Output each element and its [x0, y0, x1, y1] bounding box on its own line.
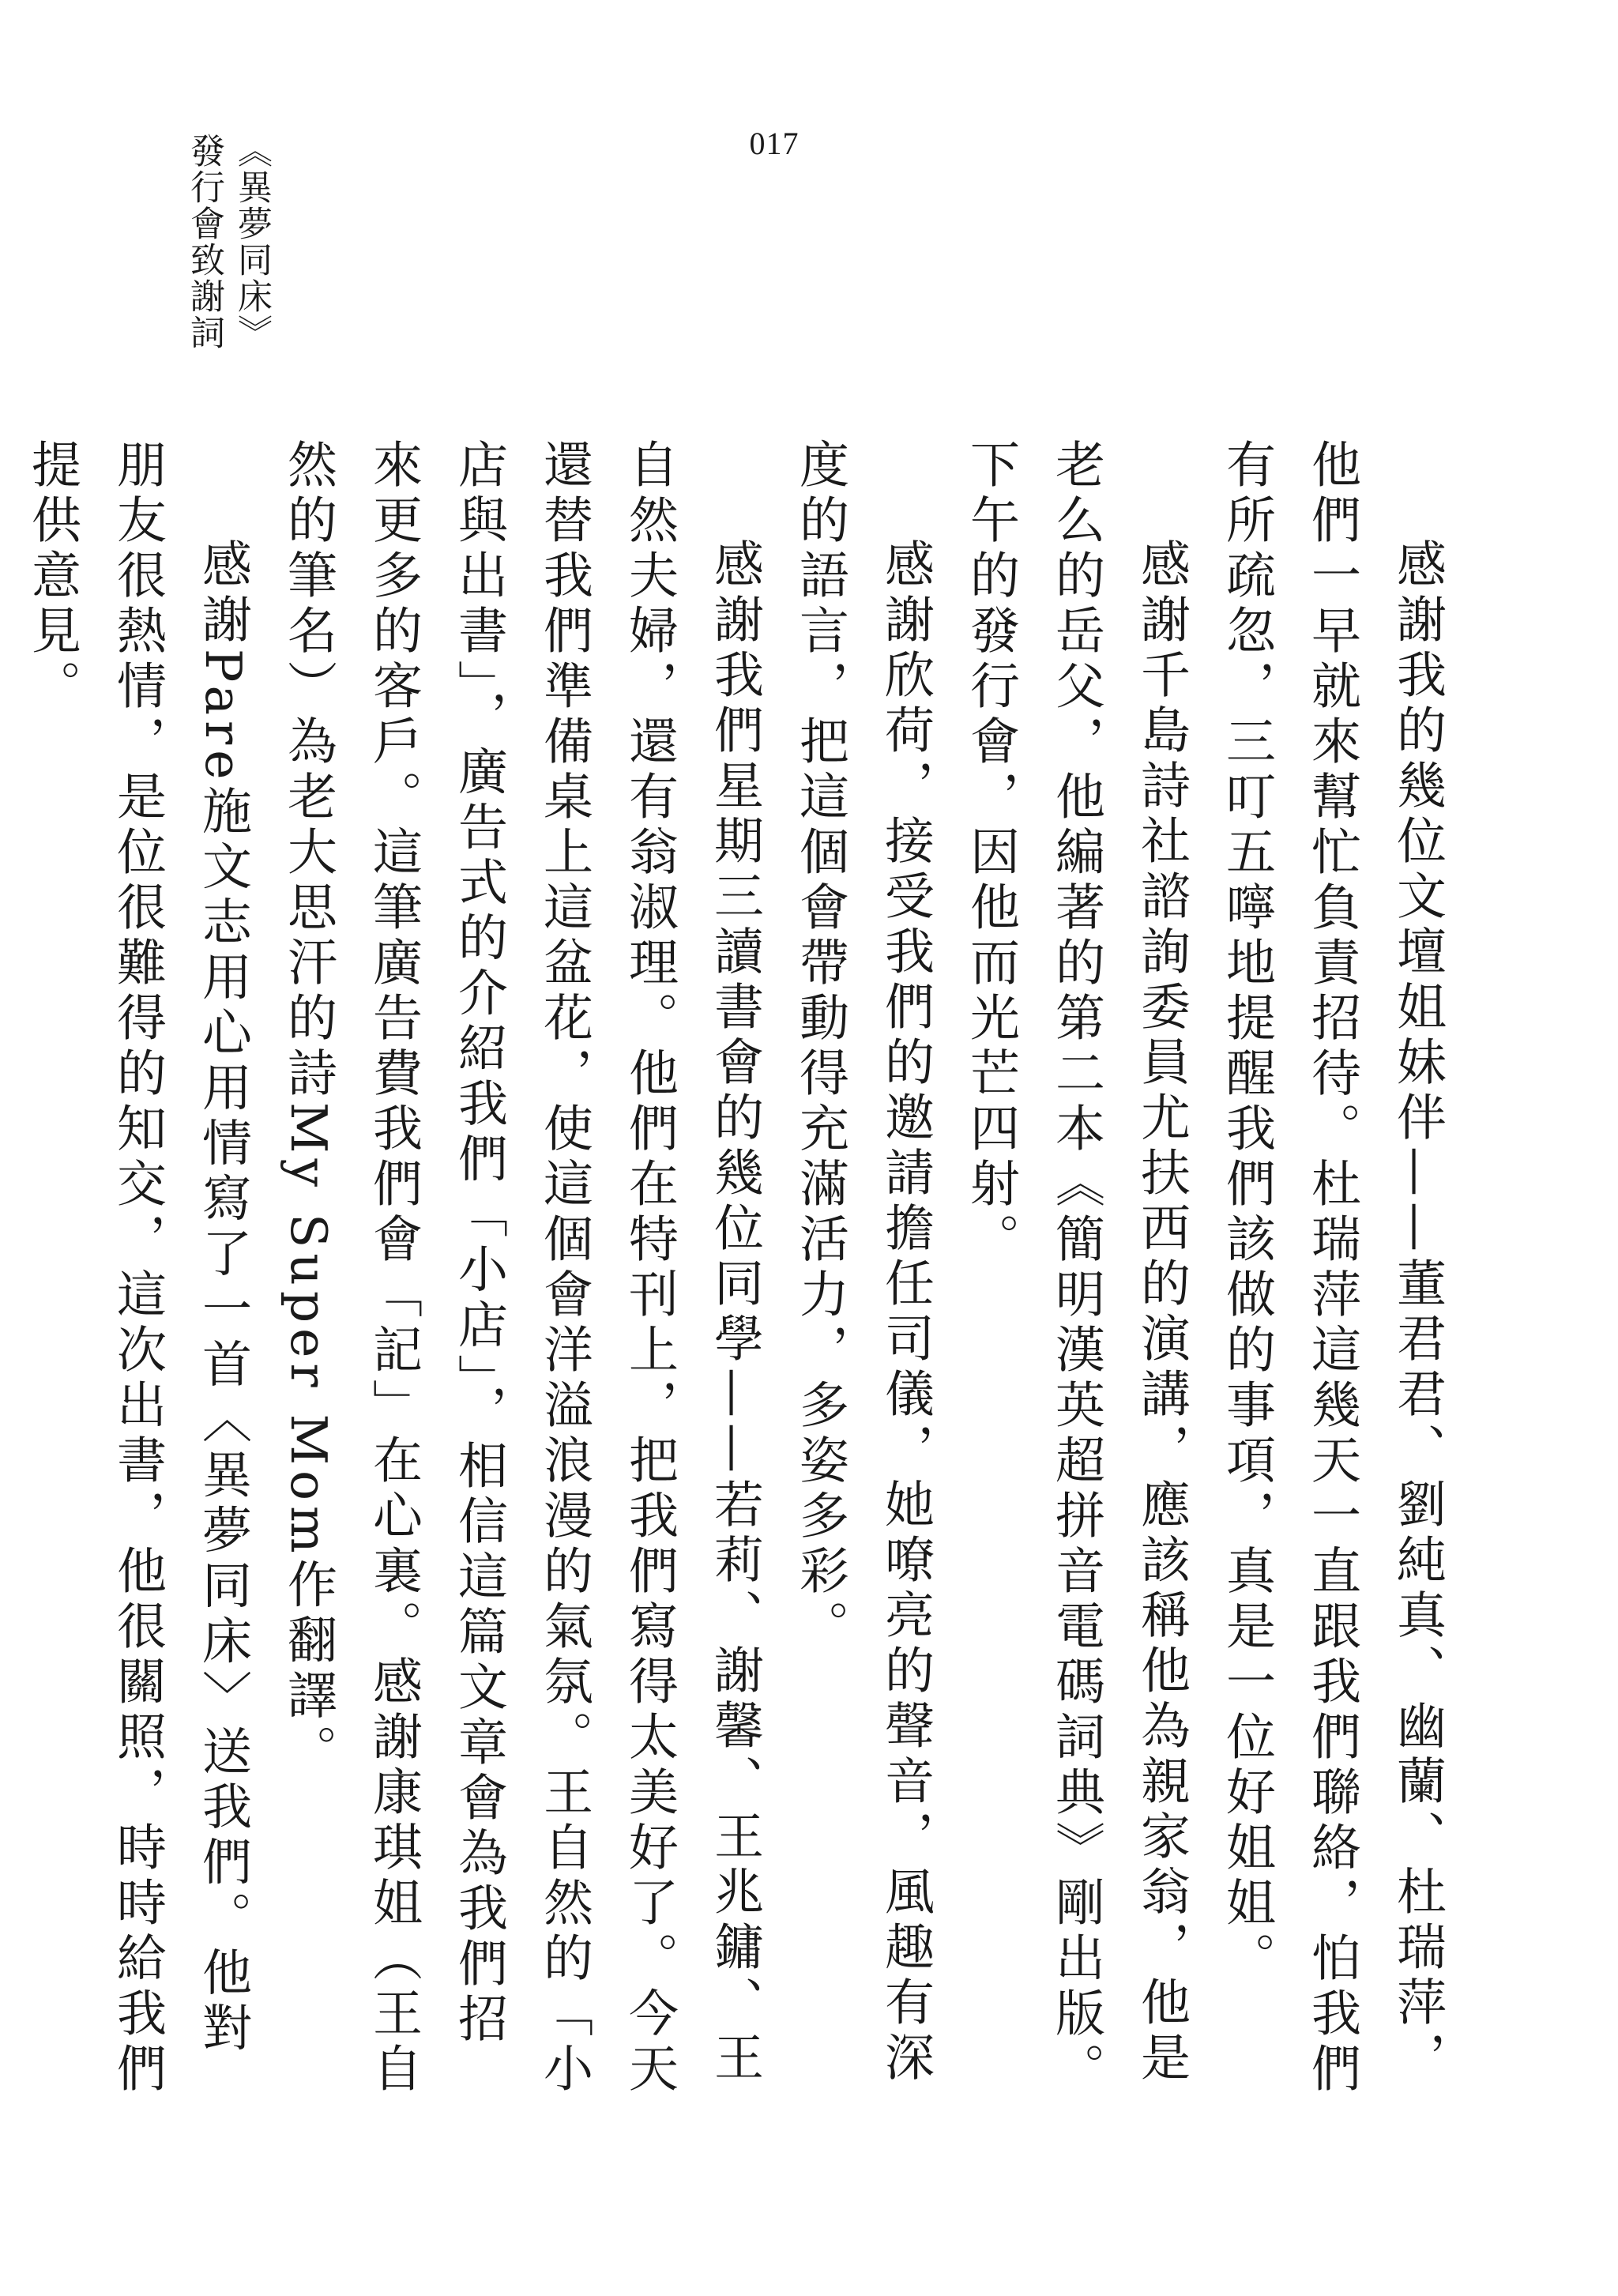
- section-title: 發行會致謝詞: [184, 133, 224, 351]
- running-head: [180, 133, 275, 370]
- paragraph: 感謝我們星期三讀書會的幾位同學——若莉、謝馨、王兆鏞、王自然夫婦，還有翁淑理。他們在特刊上，把我們寫得太美好了。今天還替我們準備桌上這盆花，使這個會洋溢浪漫的氣氛。王自然的「小店與出書」，廣告式的介紹我們「小店」，相信這篇文章會為我們招來更多的客戶。這筆廣告費我們會「記」在心裏。感謝康琪姐（王自然的筆名）為老大思汗的詩My Super Mom作翻譯。: [280, 438, 764, 2098]
- paragraph-rest: 負責招待。杜瑞萍這幾天一直跟我們聯絡，怕我們有所疏忽，三叮五嚀地提醒我們該做的事項，真是一位好姐姐。: [1218, 438, 1361, 2098]
- paragraph: 感謝千島詩社諮詢委員尤扶西的演講，應該稱他為親家翁，他是老么的岳父，他編著的第二本《簡明漢英超拼音電碼詞典》剛出版。下午的發行會，因他而光芒四射。: [962, 438, 1191, 2098]
- paragraph: 感謝Pare施文志用心用情寫了一首〈異夢同床〉送我們。他對朋友很熱情，是位很難得的知交，這次出書，他很關照，時時給我們提供意見。: [24, 438, 252, 2098]
- book-title: 《異夢同床》: [231, 133, 272, 351]
- paragraph-lead: 感謝我的幾位文壇姐妹伴——董君君、劉純真、幽蘭、杜瑞萍，他們一早就來幫忙: [1304, 438, 1447, 2087]
- page-number: 017: [749, 126, 800, 161]
- paragraph: [0, 438, 9, 2102]
- paragraph: 感謝欣荷，接受我們的邀請擔任司儀，她嘹亮的聲音，風趣有深度的語言，把這個會帶動得充滿活力，多姿多彩。: [792, 438, 935, 2087]
- paragraph: [1204, 438, 1460, 2102]
- body-text: [24, 438, 1460, 2102]
